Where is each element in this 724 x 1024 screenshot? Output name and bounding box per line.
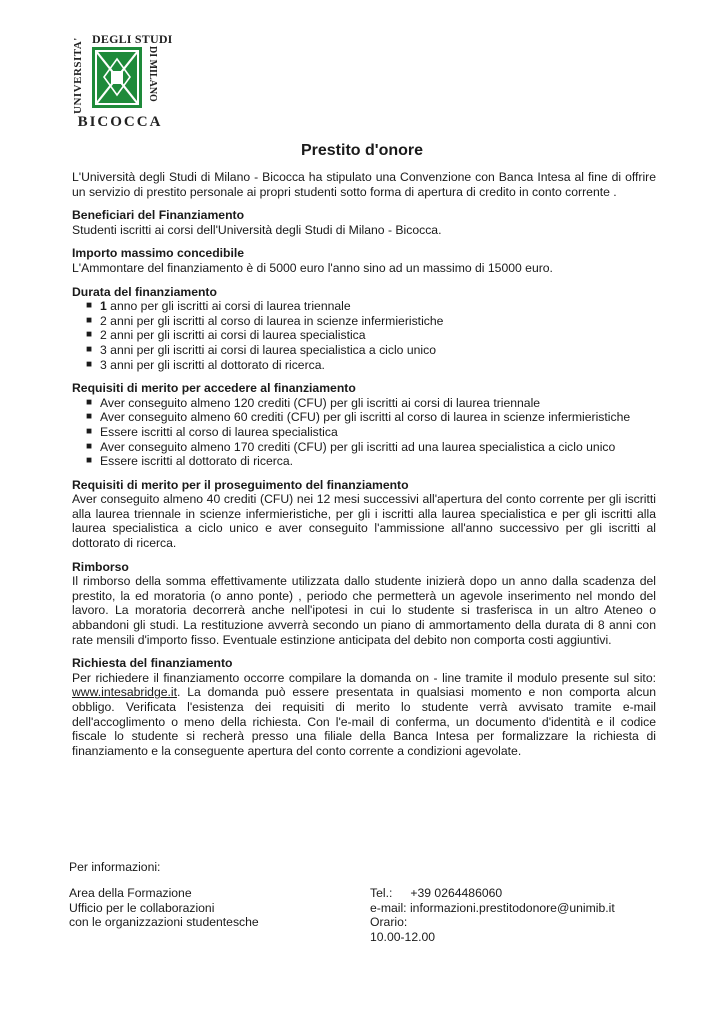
list-item: ■ 3 anni per gli iscritti al dottorato di ricerca. [86,358,656,373]
phone-value: +39 0264486060 [410,886,503,900]
list-item [86,299,656,314]
page-title: Prestito d'onore [300,142,424,159]
contact-info [69,860,669,944]
importo-text: L'Ammontare del finanziamento è di 5000 euro l'anno sino ad un massimo di 15000 euro. [72,260,553,275]
logo-emblem [92,47,142,108]
list-item: ■ Essere iscritti al dottorato di ricerca. [86,454,656,469]
list-item: ■ Aver conseguito almeno 120 crediti (CFU) per gli iscritti ai corsi di laurea triennale [86,396,656,411]
beneficiari-heading: Beneficiari del Finanziamento [72,208,245,223]
logo-emblem-graphic [92,47,142,108]
logo-side-text-wrap [72,34,90,116]
section-requisiti-proseguimento [72,478,656,551]
logo-bottom-text: BICOCCA [77,114,163,130]
section-richiesta [72,656,656,758]
rimborso-heading: Rimborso [72,559,129,574]
list-item: ■ 3 anni per gli iscritti ai corsi di laurea specialistica a ciclo unico [86,343,656,358]
requisiti-proseguimento-heading: Requisiti di merito per il proseguimento del finanziamento [72,477,409,492]
university-logo [70,32,173,134]
office-line: con le organizzazioni studentesche [69,915,259,930]
richiesta-text [72,671,656,759]
section-durata [72,285,656,373]
list-item: ■ Essere iscritti al corso di laurea specialistica [86,425,656,440]
intro-paragraph: L'Università degli Studi di Milano - Bicocca ha stipulato una Convenzione con Banca Intesa al fine di offrire un servizio di prestito personale ai propri studenti sotto forma di apertura di credito in conto corrente . [72,170,656,199]
logo-right-text: DI MILANO [147,46,158,102]
phone-label: Tel.: [370,886,393,900]
office-line: Area della Formazione [69,886,192,900]
orario-label: Orario: [370,915,408,930]
list-item: ■ 2 anni per gli iscritti ai corsi di laurea specialistica [86,328,656,343]
beneficiari-text: Studenti iscritti ai corsi dell'Università degli Studi di Milano - Bicocca. [72,222,442,237]
contact-details [370,886,670,944]
office-line: Ufficio per le collaborazioni [69,900,215,915]
durata-heading: Durata del finanziamento [72,284,217,299]
richiesta-heading: Richiesta del finanziamento [72,656,233,671]
requisiti-accesso-list [72,396,656,469]
section-beneficiari [72,208,656,237]
importo-heading: Importo massimo concedibile [72,246,245,261]
info-heading: Per informazioni: [69,860,161,874]
section-rimborso [72,560,656,648]
logo-right-text-wrap [144,46,160,110]
durata-first-rest: anno per gli iscritti ai corsi di laurea triennale [106,299,351,314]
richiesta-text-after: . La domanda può essere presentata in qualsiasi momento e non comporta alcun obbligo. Verificata l'esistenza dei requisiti di merito lo studente verrà avvisato tramite e-mail dell'accoglimento o meno della richiesta. Con l'e-mail di conferma, un documento d'identità e il codice fiscale lo studente si recherà presso una filiale della Banca Intesa per formalizzare la richiesta di finanziamento e la conseguente apertura del conto corrente a condizioni agevolate. [72,685,656,758]
list-item: ■ Aver conseguito almeno 170 crediti (CFU) per gli iscritti ad una laurea specialistica a ciclo unico [86,440,656,455]
logo-top-text: DEGLI STUDI [92,32,173,46]
section-importo [72,246,656,275]
email-line: e-mail: informazioni.prestitodonore@unimib.it [370,900,615,915]
list-item: ■ Aver conseguito almeno 60 crediti (CFU) per gli iscritti al corso di laurea in scienze infermieristiche [86,410,656,425]
list-item: ■ 2 anni per gli iscritti al corso di laurea in scienze infermieristiche [86,314,656,329]
orario-value: 10.00-12.00 [370,929,436,944]
main-content [72,170,656,758]
intesabridge-link[interactable]: www.intesabridge.it [72,685,177,700]
durata-first-bold: 1 [100,299,107,314]
richiesta-text-before: Per richiedere il finanziamento occorre compilare la domanda on - line tramite il modulo presente sul sito: [72,670,656,685]
phone-row [370,886,670,901]
durata-list [72,299,656,372]
office-details [69,886,349,930]
rimborso-text: Il rimborso della somma effettivamente utilizzata dallo studente inizierà dopo un anno dalla scadenza del prestito, la ed moratoria (o anno ponte) , periodo che permetterà un agevole inserimento nel mondo del lavoro. La moratoria decorrerà anche nell'ipotesi in cui lo studente si trasferisca in un altro Ateneo o abbandoni gli studi. La restituzione avverrà secondo un piano di ammortamento della durata di 8 anni con rate mensili d'importo fisso. Eventuale estinzione anticipata del debito non comporta costi aggiuntivi. [72,574,656,647]
logo-side-text: UNIVERSITA' [72,37,84,114]
section-requisiti-accesso [72,381,656,469]
requisiti-accesso-heading: Requisiti di merito per accedere al finanziamento [72,381,356,396]
requisiti-proseguimento-text: Aver conseguito almeno 40 crediti (CFU) nei 12 mesi successivi all'apertura del conto corrente per gli iscritti alla laurea triennale in scienze infermieristiche, per gli i iscritti alla laurea specialistica e per gli iscritti alla laurea specialistica a ciclo unico e aver conseguito l'ammissione all'anno successivo per gli iscritti al dottorato di ricerca. [72,492,656,551]
